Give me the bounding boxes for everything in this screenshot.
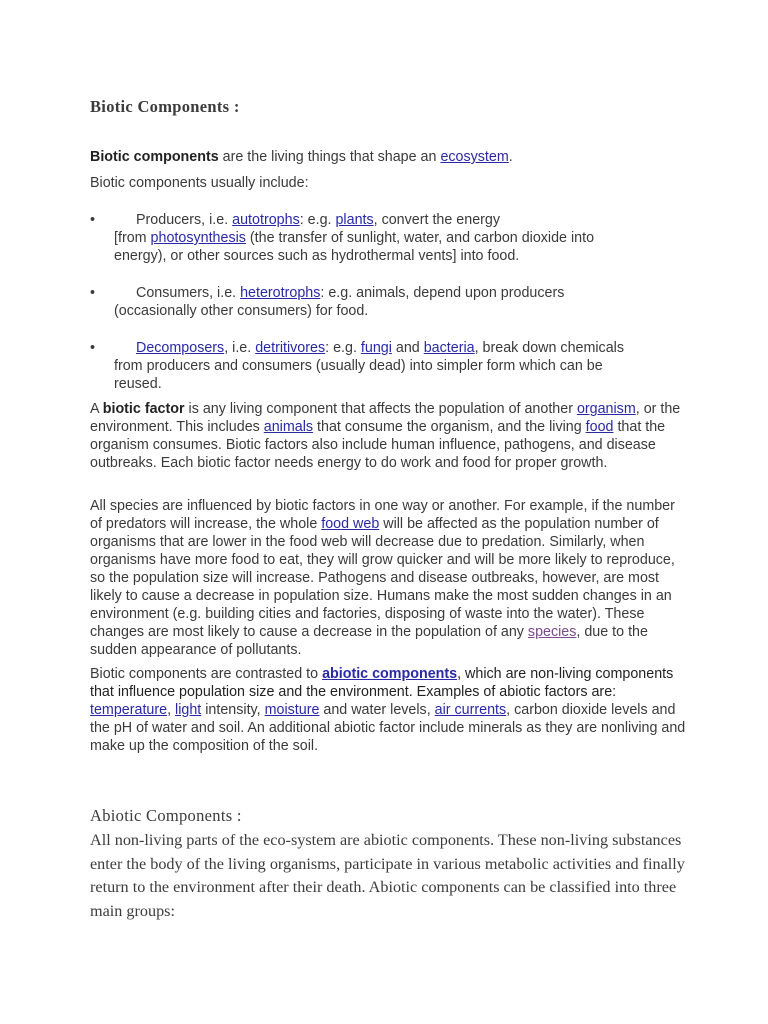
species-paragraph — [90, 497, 690, 659]
text: , break down chemicals from producers and consumers (usually dead) into simpler form which can be reused. — [114, 340, 624, 392]
text: are the living things that shape an — [218, 149, 441, 165]
text: [from — [114, 230, 151, 246]
link-animals[interactable]: animals — [263, 419, 314, 435]
text: , carbon dioxide levels and the pH of water and soil. An additional abiotic factor include minerals as they are nonliving and make up the composition of the soil. — [90, 702, 686, 754]
link-photosynthesis[interactable]: photosynthesis — [150, 230, 246, 246]
heading-biotic-components: Biotic Components : — [90, 97, 240, 116]
text: Consumers, i.e. — [136, 285, 241, 301]
intro-paragraph — [90, 148, 690, 166]
bold-term: Biotic components — [90, 149, 219, 165]
text: , convert the energy — [373, 212, 501, 228]
link-food-web[interactable]: food web — [321, 516, 380, 532]
text: and — [391, 340, 424, 356]
text: that the organism consumes. Biotic factors also include human influence, pathogens, and disease outbreaks. Each biotic factor needs energy to do work and food for proper growth. — [90, 419, 666, 471]
text: that consume the organism, and the living — [313, 419, 586, 435]
abiotic-paragraph: All non-living parts of the eco-system are abiotic components. These non-living substances enter the body of the living organisms, participate in various metabolic activities and finally return to the environment after their death. Abiotic components can be classified into three main groups: — [90, 831, 685, 920]
text: All species are influenced by biotic factors in one way or another. For example, if the number of predators will increase, the whole — [90, 498, 675, 532]
text: , or the environment. This includes — [90, 401, 681, 435]
contrast-paragraph — [90, 665, 690, 755]
biotic-factor-paragraph — [90, 400, 690, 472]
heading-abiotic-components: Abiotic Components : — [90, 806, 242, 825]
link-moisture[interactable]: moisture — [264, 702, 320, 718]
text: , — [167, 702, 176, 718]
link-temperature[interactable]: temperature — [90, 702, 168, 718]
list-item-decomposers — [114, 339, 634, 393]
text: , i.e. — [224, 340, 256, 356]
usually-include-text: Biotic components usually include: — [90, 175, 309, 191]
text: . — [508, 149, 513, 165]
link-ecosystem[interactable]: ecosystem — [440, 149, 509, 165]
text: Producers, i.e. — [136, 212, 233, 228]
link-detritivores[interactable]: detritivores — [255, 340, 326, 356]
text: , due to the sudden appearance of pollutants. — [90, 624, 648, 658]
link-air-currents[interactable]: air currents — [434, 702, 507, 718]
bullet-icon: • — [90, 285, 96, 301]
link-fungi[interactable]: fungi — [360, 340, 392, 356]
text: is any living component that affects the population of another — [184, 401, 577, 417]
link-autotrophs[interactable]: autotrophs — [232, 212, 300, 228]
link-decomposers[interactable]: Decomposers — [136, 340, 225, 356]
list-item-consumers — [114, 284, 634, 320]
text: intensity, — [201, 702, 265, 718]
text: Biotic components are contrasted to — [90, 666, 323, 682]
text: (the transfer of sunlight, water, and carbon dioxide into energy), or other sources such as hydrothermal vents] into food. — [114, 230, 595, 264]
link-heterotrophs[interactable]: heterotrophs — [240, 285, 321, 301]
link-abiotic-components[interactable]: abiotic components — [322, 666, 458, 682]
text: A — [90, 401, 103, 417]
bold-term: biotic factor — [102, 401, 185, 417]
link-bacteria[interactable]: bacteria — [423, 340, 475, 356]
text: will be affected as the population number of organisms that are lower in the food web will decrease due to predation. Similarly, when organisms have more food to eat, they will grow quicker and will be more likely to reproduce, so the population size will increase. Pathogens and disease outbreaks, however, are most likely to cause a decrease in population size. Humans make the most sudden changes in an environment (e.g. building cities and factories, disposing of waste into the water). These changes are most likely to cause a decrease in the population of any — [90, 516, 675, 640]
bullet-icon: • — [90, 340, 96, 356]
link-plants[interactable]: plants — [335, 212, 374, 228]
link-organism[interactable]: organism — [576, 401, 636, 417]
link-species[interactable]: species — [527, 624, 577, 640]
text: : e.g. — [299, 212, 336, 228]
text: , which are non-living components that influence population size and the environment. Examples of abiotic factors are: — [90, 666, 674, 700]
bullet-icon: • — [90, 212, 96, 228]
text: : e.g. — [325, 340, 361, 356]
text: : e.g. animals, depend upon producers (occasionally other consumers) for food. — [114, 285, 565, 319]
link-light[interactable]: light — [175, 702, 202, 718]
list-item-producers — [114, 211, 634, 265]
text: and water levels, — [319, 702, 435, 718]
link-food[interactable]: food — [585, 419, 614, 435]
